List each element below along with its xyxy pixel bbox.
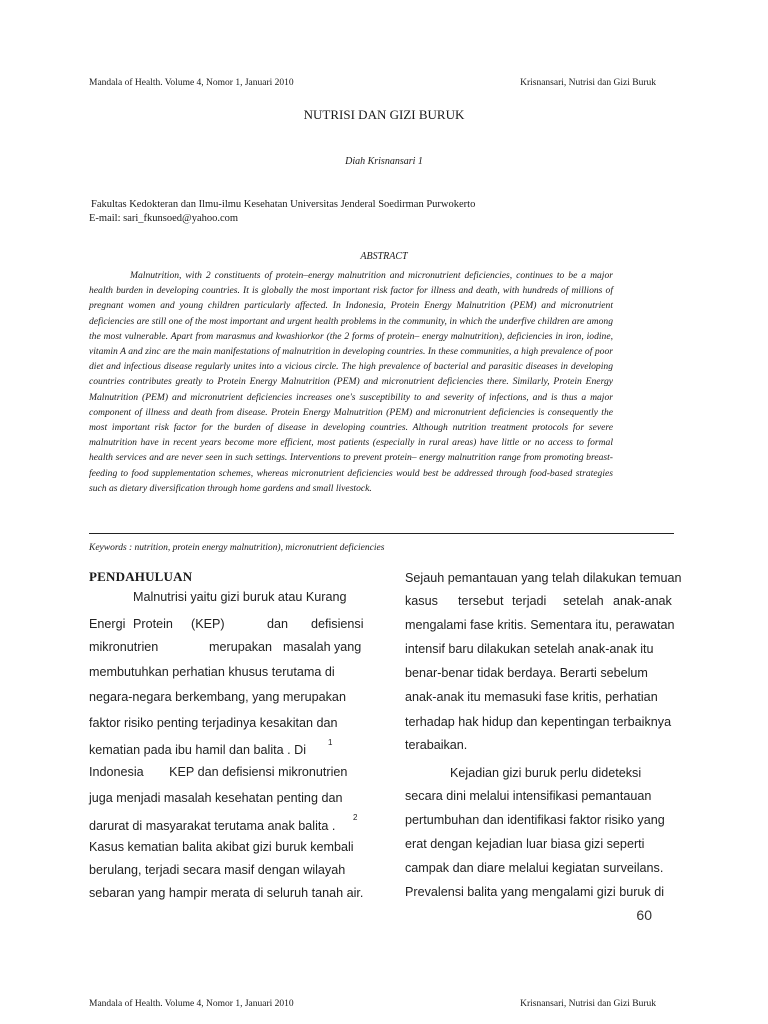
body-line: terabaikan. — [405, 738, 468, 752]
running-footer-article: Krisnansari, Nutrisi dan Gizi Buruk — [520, 999, 656, 1009]
body-line: campak dan diare melalui kegiatan surveilans. — [405, 861, 664, 875]
running-footer-journal: Mandala of Health. Volume 4, Nomor 1, Januari 2010 — [89, 999, 294, 1009]
body-line: juga menjadi masalah kesehatan penting dan — [89, 791, 343, 805]
body-line: secara dini melalui intensifikasi pemantauan — [405, 789, 652, 803]
word: yang — [334, 640, 362, 654]
word: (KEP) — [191, 617, 225, 631]
section-heading: PENDAHULUAN — [89, 569, 193, 584]
body-line: faktor risiko penting terjadinya kesakitan dan — [89, 716, 338, 730]
body-line: kematian pada ibu hamil dan balita . Di — [89, 743, 307, 757]
word: anak-anak — [613, 594, 672, 608]
author-email: E-mail: sari_fkunsoed@yahoo.com — [89, 213, 239, 224]
body-line: Prevalensi balita yang mengalami gizi buruk di — [405, 885, 665, 899]
body-line: Malnutrisi yaitu gizi buruk atau Kurang — [133, 590, 347, 604]
word: masalah — [283, 640, 331, 654]
page-number: 60 — [636, 907, 652, 923]
body-line: negara-negara berkembang, yang merupakan — [89, 690, 346, 704]
body-line: terhadap hak hidup dan kepentingan terbaiknya — [405, 715, 672, 729]
word: terjadi — [512, 594, 547, 608]
word: Protein — [133, 617, 173, 631]
body-line: Kasus kematian balita akibat gizi buruk kembali — [89, 840, 354, 854]
abstract-body — [89, 268, 613, 496]
abstract-text: Malnutrition, with 2 constituents of protein–energy malnutrition and micronutrient deficiencies, continues to be a major health burden in developing countries. It is globally the most important risk factor for illness and death, with hundreds of millions of pregnant women and young children particularly affected. In Indonesia, Protein Energy Malnutrition (PEM) and micronutrient deficiencies are still one of the most important and urgent health problems in the community, in which the underfive children are among the most vulnerable. Apart from marasmus and kwashiorkor (the 2 forms of protein– energy malnutrition), deficiencies in iron, iodine, vitamin A and zinc are the main manifestations of malnutrition in developing countries. In these communities, a high prevalence of poor diet and infectious disease regularly unites into a vicious circle. The high prevalence of bacterial and parasitic diseases in developing countries contributes greatly to Protein Energy Malnutrition (PEM) and micronutrient deficiencies there. Similarly, Protein Energy Malnutrition (PEM) and micronutrient deficiencies increases one's susceptibility to and severity of infections, and is thus a major component of illness and death from disease. Protein Energy Malnutrition (PEM) and micronutrient deficiencies is consequently the most important risk factor for the burden of disease in developing countries. Although nutrition treatment protocols for severe malnutrition have in recent years become more efficient, most patients (especially in rural areas) have little or no access to formal health services and are never seen in such settings. Interventions to prevent protein– energy malnutrition range from promoting breast-feeding to food supplementation schemes, whereas micronutrient deficiencies would best be addressed through food-based strategies such as dietary diversification through home gardens and small livestock. — [89, 270, 613, 494]
word: tersebut — [458, 594, 504, 608]
running-header-article: Krisnansari, Nutrisi dan Gizi Buruk — [520, 78, 656, 88]
word: kasus — [405, 594, 438, 608]
body-line: sebaran yang hampir merata di seluruh tanah air. — [89, 886, 364, 900]
body-line: berulang, terjadi secara masif dengan wilayah — [89, 863, 346, 877]
body-line: mengalami fase kritis. Sementara itu, perawatan — [405, 618, 675, 632]
word: mikronutrien — [89, 640, 159, 654]
section-divider — [89, 533, 674, 534]
word: KEP dan defisiensi mikronutrien — [169, 765, 348, 779]
body-line — [89, 765, 347, 779]
abstract-heading: ABSTRACT — [360, 251, 408, 262]
author-name: Diah Krisnansari 1 — [345, 156, 423, 167]
keywords: Keywords : nutrition, protein energy malnutrition), micronutrient deficiencies — [89, 543, 385, 553]
footnote-ref-2: 2 — [353, 813, 358, 822]
body-line: anak-anak itu memasuki fase kritis, perhatian — [405, 690, 658, 704]
body-line: darurat di masyarakat terutama anak balita . — [89, 819, 336, 833]
body-line: benar-benar tidak berdaya. Berarti sebelum — [405, 666, 648, 680]
word: Energi — [89, 617, 126, 631]
word: dan — [267, 617, 289, 631]
body-line: pertumbuhan dan identifikasi faktor risiko yang — [405, 813, 665, 827]
author-affiliation: Fakultas Kedokteran dan Ilmu-ilmu Kesehatan Universitas Jenderal Soedirman Purwokerto — [91, 199, 476, 210]
word: Indonesia — [89, 765, 144, 779]
word: setelah — [563, 594, 604, 608]
paper-title: NUTRISI DAN GIZI BURUK — [303, 107, 465, 122]
running-header-journal: Mandala of Health. Volume 4, Nomor 1, Januari 2010 — [89, 78, 294, 88]
body-line: Sejauh pemantauan yang telah dilakukan temuan — [405, 571, 682, 585]
footnote-ref-1: 1 — [328, 738, 333, 747]
body-line: membutuhkan perhatian khusus terutama di — [89, 665, 335, 679]
body-line: erat dengan kejadian luar biasa gizi seperti — [405, 837, 645, 851]
body-line: Kejadian gizi buruk perlu dideteksi — [450, 766, 642, 780]
word: defisiensi — [311, 617, 364, 631]
word: merupakan — [209, 640, 273, 654]
body-line: intensif baru dilakukan setelah anak-anak itu — [405, 642, 654, 656]
